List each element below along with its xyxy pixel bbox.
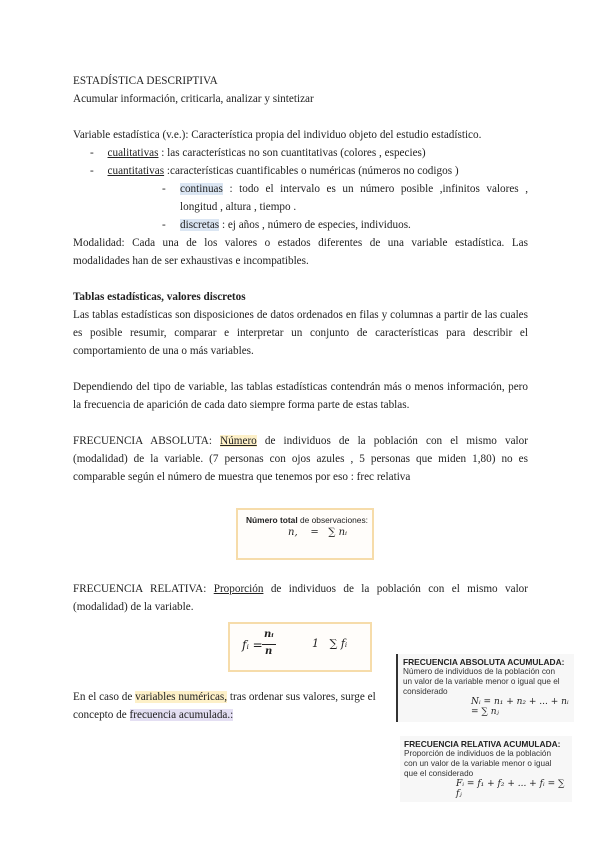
term-frecuencia-acumulada: frecuencia acumulada.: — [129, 709, 234, 721]
term-proporcion: Proporción — [213, 583, 264, 595]
formula-fi: fᵢ = — [242, 638, 263, 652]
continuas-text: : todo el intervalo es un número posible ,infinitos valores , — [229, 183, 529, 195]
card-line: con un valor de la variable menor o igual — [404, 759, 552, 768]
bullet-dash: - — [162, 219, 166, 231]
term-cualitativas: cualitativas — [107, 147, 159, 159]
acumulada-line-2: concepto de frecuencia acumulada.: — [73, 709, 234, 721]
frecuencia-absoluta-text: de individuos de la población con el mismo valor — [264, 435, 528, 447]
frecuencia-absoluta-line-2: (modalidad) de la variable. (7 personas con ojos azules , 5 personas que miden 1,80) no es — [73, 453, 528, 465]
numero-total-formula: n, = ∑ nᵢ — [288, 527, 348, 538]
cualitativas-text: : las características no son cuantitativas (colores , especies) — [161, 147, 426, 159]
bullet-dash: - — [162, 183, 166, 195]
term-discretas: discretas — [180, 219, 220, 231]
frecuencia-relativa-line-2: (modalidad) de la variable. — [73, 601, 194, 613]
frecuencia-relativa-text: de individuos de la población con el mismo valor — [270, 583, 528, 595]
continuas-text-continued: longitud , altura , tiempo . — [180, 201, 297, 213]
card-line: considerado — [403, 687, 448, 696]
term-cuantitativas: cuantitativas — [107, 165, 165, 177]
tablas-paragraph-line: es posible resumir, comparar e interpretar un conjunto de características para describir el — [73, 327, 528, 339]
cuantitativas-text: :características cuantificables o numéricas (números no codigos ) — [166, 165, 459, 177]
tablas-paragraph-line: comportamiento de una o más variables. — [73, 345, 254, 357]
tablas-paragraph-line: Las tablas estadísticas son disposiciones de datos ordenados en filas y columnas a partir de las cuales — [73, 309, 528, 321]
tablas-paragraph-line: la frecuencia de aparición de cada dato siempre forma parte de estas tablas. — [73, 399, 410, 411]
modalidad-line-2: modalidades han de ser exhaustivas e incompatibles. — [73, 255, 309, 267]
bullet-dash: - — [90, 147, 94, 159]
page-subtitle: Acumular información, criticarla, analizar y sintetizar — [73, 93, 314, 105]
card-formula: Fᵢ = f₁ + f₂ + ... + fᵢ = ∑ fⱼ — [456, 779, 565, 799]
formula-numerator: nᵢ — [264, 629, 274, 640]
card-line: un valor de la variable menor o igual que el — [403, 677, 560, 686]
tablas-paragraph-line: Dependiendo del tipo de variable, las tablas estadísticas contendrán más o menos información, pero — [73, 381, 528, 393]
card-line: Número de individuos de la población con — [403, 667, 556, 676]
frecuencia-absoluta-line-1 — [73, 434, 528, 449]
fraction-bar — [262, 644, 276, 645]
frecuencia-relativa-line-1 — [73, 582, 528, 597]
card-title: FRECUENCIA RELATIVA ACUMULADA: — [404, 739, 561, 749]
acumulada-line-1: En el caso de variables numéricas, tras ordenar sus valores, surge el — [73, 691, 376, 703]
card-line: Proporción de individuos de la población — [404, 749, 552, 758]
list-item-continuas — [180, 182, 528, 197]
frecuencia-relativa-formula-box — [228, 622, 372, 672]
page-title: ESTADÍSTICA DESCRIPTIVA — [73, 75, 218, 87]
formula-sum: 1 ∑ fᵢ — [312, 637, 348, 650]
bullet-dash: - — [90, 165, 94, 177]
list-item-cualitativas — [90, 146, 426, 161]
card-title: FRECUENCIA ABSOLUTA ACUMULADA: — [403, 657, 565, 667]
frecuencia-absoluta-line-3: comparable según el número de muestra que tenemos por eso : frec relativa — [73, 471, 411, 483]
discretas-text: : ej años , número de especies, individuos. — [221, 219, 411, 231]
list-item-cuantitativas — [90, 164, 459, 179]
variable-definition: Variable estadística (v.e.): Característica propia del individuo objeto del estudio estadístico. — [73, 129, 482, 141]
card-line: que el considerado — [404, 769, 474, 778]
frecuencia-absoluta-acumulada-card — [396, 654, 574, 722]
section-heading-tablas: Tablas estadísticas, valores discretos — [73, 291, 246, 303]
modalidad-line-1: Modalidad: Cada una de los valores o estados diferentes de una variable estadística. Las — [73, 237, 528, 249]
formula-denominator: n — [265, 646, 273, 657]
numero-total-label: Número total de observaciones: — [246, 515, 368, 525]
card-formula: Nᵢ = n₁ + n₂ + ... + nᵢ = ∑ nⱼ — [471, 697, 569, 717]
numero-total-formula-box — [236, 508, 374, 560]
frecuencia-relativa-label: FRECUENCIA RELATIVA: — [73, 583, 207, 595]
frecuencia-relativa-acumulada-card — [400, 736, 572, 802]
term-numero: Número — [220, 435, 257, 447]
frecuencia-absoluta-label: FRECUENCIA ABSOLUTA: — [73, 435, 212, 447]
term-continuas: continuas — [180, 183, 223, 195]
term-variables-numericas: variables numéricas, — [135, 691, 228, 703]
list-item-discretas — [180, 218, 411, 233]
